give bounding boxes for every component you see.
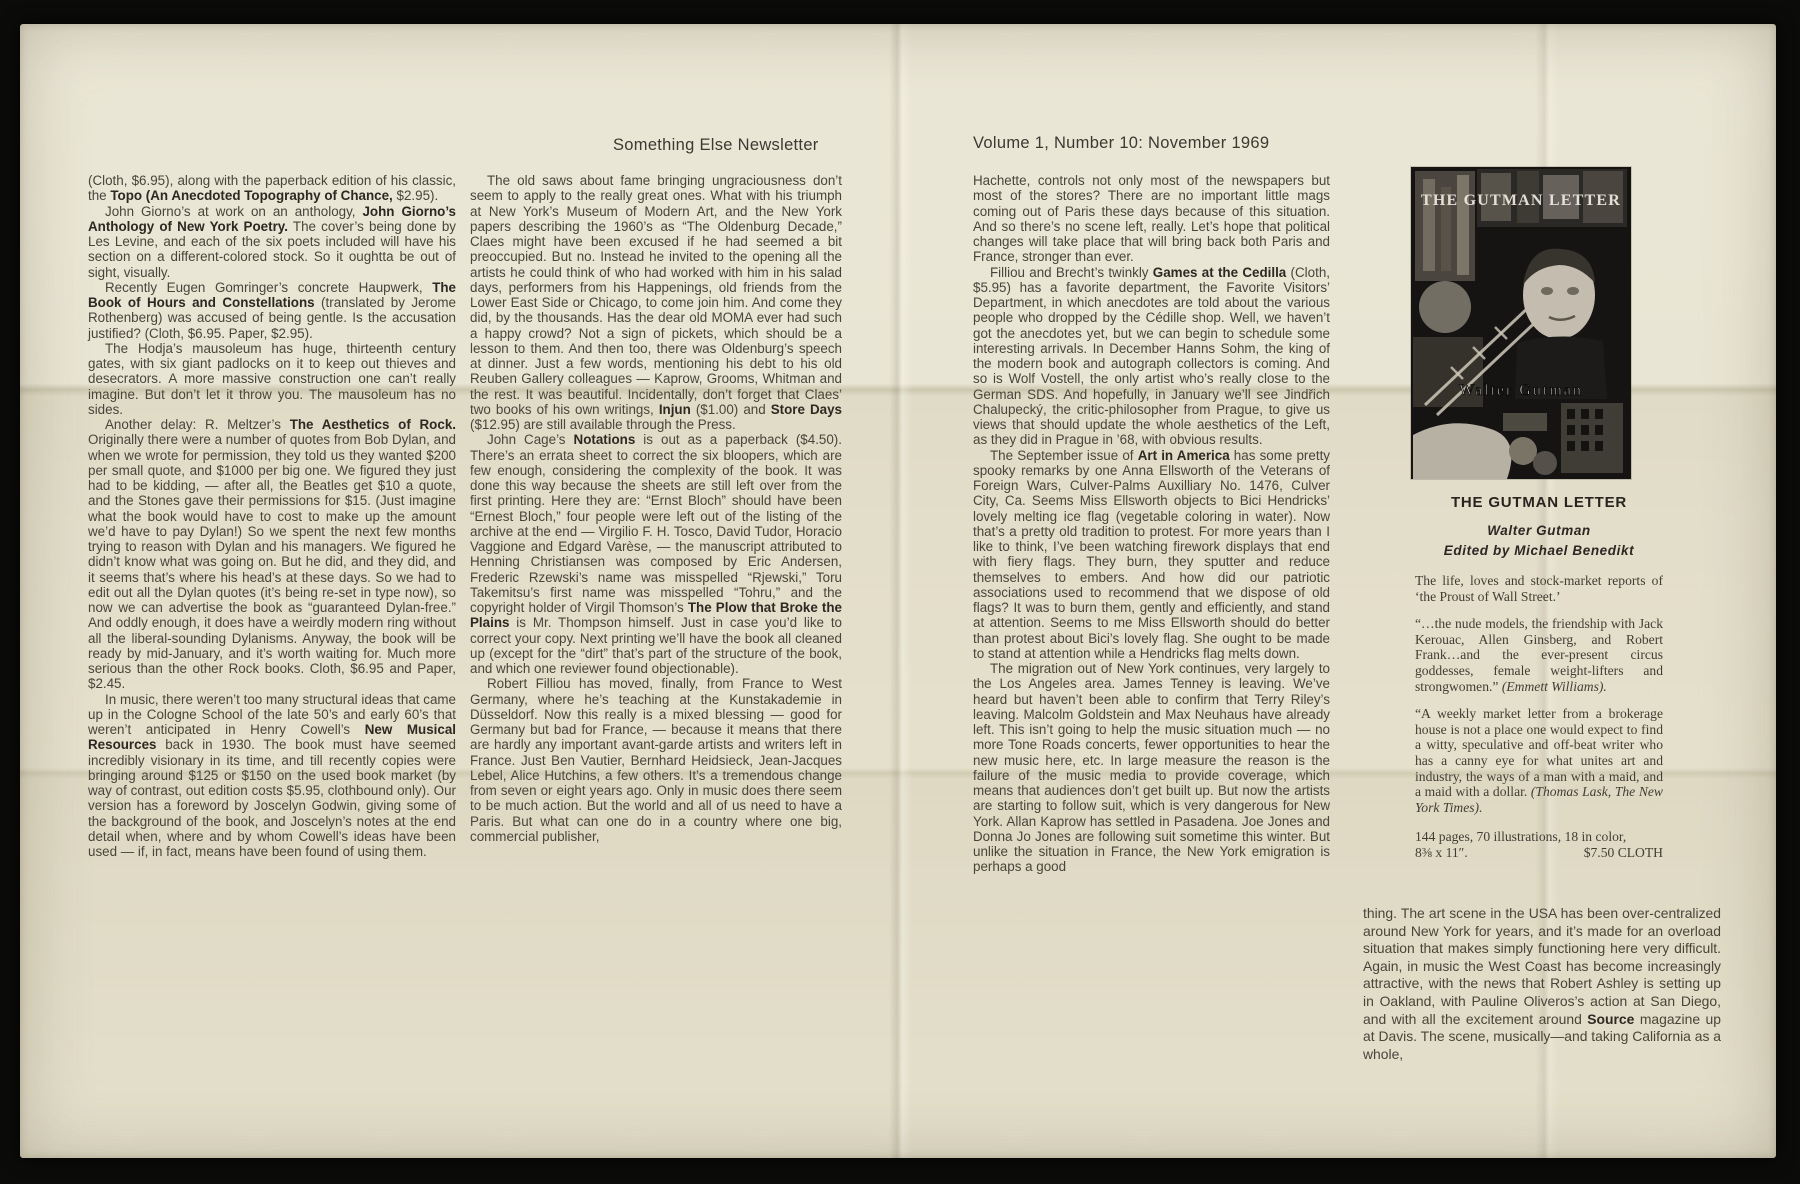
paragraph: The September issue of Art in America has some pretty spooky remarks by one Anna Ellsworth of the Veterans of Foreign Wars, Culver-Palms Auxilliary No. 1476, Culver City, Ca. Seems Miss Ellsworth objects to Bici Hendricks’ lovely melting ice flag (vegetable coloring in water). Now that’s a pretty old tradition to protest. For more years than I like to think, I’ve been watching firework displays that end with fiery flags. They burn, they sputter and reduce themselves to embers. And how did our patriotic associations used to recommend that we dispose of old flags? It was to burn them, gently and efficiently, and stand at attention. Seems to me Miss Ellsworth should do better than protest about Bici’s lovely flag. She ought to be made to stand at attention while a Hendricks flag melts down. (973, 447, 1330, 661)
paragraph: Filliou and Brecht’s twinkly Games at the Cedilla (Cloth, $5.95) has a favorite department, the Favorite Visitors’ Department, in which anecdotes are told about the various people who dropped by the Cédille shop. Well, we haven’t got the anecdotes yet, but we can begin to schedule some interesting arrivals. In December Hanns Sohm, the king of the modern book and autograph collectors is coming. And so is Wolf Vostell, the only artist who’s really close to the German SDS. And hopefully, in January we’ll see Jindřich Chalupecký, the critic-philosopher from Prague, to give us views that should update the whole aesthetics of the Left, as they did in Prague in ’68, with obvious results. (973, 264, 1330, 448)
book-quote-lask: “A weekly market letter from a brokerage house is not a place one would expect to find a witty, speculative and off-beat writer who has a canny eye for what unites art and industry, the ways of a man with a maid, and a maid with a dollar. (Thomas Lask, The New York Times). (1415, 706, 1664, 815)
paragraph: The migration out of New York continues, very largely to the Los Angeles area. James Tenney is leaving. We’ve heard but haven’t been able to confirm that Terry Riley’s leaving. Malcolm Goldstein and Max Neuhaus have already left. This isn’t going to help the music situation much — no more Tone Roads concerts, fewer opportunities to hear the new music here, etc. In large measure the reason is the failure of the music media to provide coverage, which means that audiences don’t get built up. But now the artists are starting to follow suit, which is very dangerous for New York. Allan Kaprow has settled in Pasadena. Joe Jones and Donna Jo Jones are following suit sometime this winter. But unlike the situation in France, the New York emigration is perhaps a good (973, 661, 1330, 875)
book-title-caption: THE GUTMAN LETTER (1450, 494, 1628, 511)
paragraph: Robert Filliou has moved, finally, from France to West Germany, where he’s teaching at the Kunstakademie in Düsseldorf. Now this really is a mixed blessing — good for Germany but bad for France, — because it means that there are hardly any important avant-garde artists and writers left in France. Just Ben Vautier, Bernhard Heidsieck, Jean-Jacques Lebel, Alice Hutchins, a few others. It’s a tremendous change from seven or eight years ago. Only in music does there seem to be much action. But the world and all of us need to have a Paris. But what can one do in a country where one big, commercial publisher, (470, 676, 842, 844)
newsletter-paper (20, 24, 1776, 1158)
paragraph: The old saws about fame bringing ungraciousness don’t seem to apply to the really great ones. What with his triumph at New York’s Museum of Modern Art, and the New York papers describing the 1960’s as “The Oldenburg Decade,” Claes might have been excused if he had seemed a bit preoccupied. But no. Instead he invited to the opening all the artists he could think of who had worked with him in his salad days, performers from his Happenings, old friends from the Lower East Side or Chicago, to come join him. And come they did, by the thousands. Has the dear old MOMA ever had such a happy crowd? Not a sign of pickets, which should be a lesson to them. And then too, there was Oldenburg’s speech at dinner. Just a few words, mentioning his debt to his old Reuben Gallery colleagues — Kaprow, Grooms, Whitman and the rest. It was beautiful. Incidentally, don’t forget that Claes’ two books of his own writings, Injun ($1.00) and Store Days ($12.95) are still available through the Press. (470, 173, 842, 432)
book-quote-williams: “…the nude models, the friendship with Jack Kerouac, Allen Ginsberg, and Robert Frank…and the ever-present circus goddesses, female weight-lifters and strongwomen.” (Emmett Williams). (1415, 616, 1663, 694)
newsletter-title: Something Else Newsletter (613, 136, 819, 154)
text-column-4-continuation (1363, 905, 1721, 1063)
specs-size: 8⅜ x 11″. (1415, 845, 1468, 861)
paragraph: thing. The art scene in the USA has been over-centralized around New York for years, and it’s made for an overload situation that makes simply functioning here very difficult. Again, in music the West Coast has become increasingly attractive, with the news that Robert Ashley is setting up in Oakland, with Pauline Oliveros’s action at San Diego, and with all the excitement around Source magazine up at Davis. The scene, musically—and taking California as a whole, (1363, 905, 1721, 1062)
paragraph: John Cage’s Notations is out as a paperback ($4.50). There’s an errata sheet to correct the six bloopers, which are few enough, considering the complexity of the book. It was done this way because the sheets are still left over from the first printing. Here they are: “Ernst Bloch” should have been “Ernest Bloch,” four people were left out of the listing of the archive at the end — Virgilio F. H. Tosco, David Tudor, Horacio Vaggione and Edgard Varèse, — the manuscript attributed to Henning Christiansen was composed by Eric Andersen, Frederic Rzewski’s name was misspelled “Rjewski,” Toru Takemitsu’s first name was misspelled “Tohru,” and the copyright holder of Virgil Thomson’s The Plow that Broke the Plains is Mr. Thompson himself. Just in case you’d like to correct your copy. Next printing we’ll have the book all cleaned up (except for the “dirt” that’s part of the structure of the book, and which one reviewer found objectionable). (470, 432, 842, 676)
collage-author-text: Walter Gutman (1459, 382, 1583, 399)
book-editor: Edited by Michael Benedikt (1443, 543, 1635, 558)
book-specs (1415, 829, 1663, 861)
paragraph: (Cloth, $6.95), along with the paperback edition of his classic, the Topo (An Anecdoted Topography of Chance, $2.95). (88, 173, 456, 204)
gutman-book-cover-collage-image (1411, 167, 1631, 479)
paragraph: Another delay: R. Meltzer’s The Aesthetics of Rock. Originally there were a number of quotes from Bob Dylan, and when we wrote for permission, they told us they wanted $200 per small quote, and $1000 per big one. We figured they just had to be kidding, — after all, the Beatles get $10 a quote, and the Stones gave their permissions for $15. (Just imagine what the book would have to cost to make up the amount we’d have to pay Dylan!) So we spent the next few months trying to reason with Dylan and his managers. We figured he didn’t know what was going on. But he did, and they did, and it seems that’s where his head’s at these days. So we had to edit out all the Dylan quotes (it’s being re-set in type now), so now we can advertise the book as “guaranteed Dylan-free.” And oddly enough, it does have a weirdly modern ring without all the liberal-sounding Dylanisms. Anyway, the book will be ready by mid-January, and it’s worth waiting for. Much more serious than the other Rock books. Cloth, $6.95 and Paper, $2.45. (88, 417, 456, 692)
text-column-1 (88, 173, 456, 859)
paragraph: In music, there weren’t too many structural ideas that came up in the Cologne School of the late 50’s and early 60’s that weren’t anticipated in Henry Cowell’s New Musical Resources back in 1930. The book must have seemed incredibly visionary in its time, and till recently copies were bringing around $125 or $150 on the used book market (by way of contrast, out edition costs $5.95, clothbound only). Our version has a foreword by Joscelyn Godwin, giving some of the background of the book, and Joscelyn’s notes at the end detail when, where and by whom Cowell’s ideas have been used — if, in fact, means have been found of using them. (88, 691, 456, 859)
paragraph: John Giorno’s at work on an anthology, John Giorno’s Anthology of New York Poetry. The cover’s being done by Les Levine, and each of the six poets included will have his section on a different-colored stock. So it oughtta be out of sight, visually. (88, 203, 456, 280)
paragraph: The Hodja’s mausoleum has huge, thirteenth century gates, with six giant padlocks on it to keep out thieves and desecrators. A more massive construction one can’t really imagine. But don’t let it throw you. The mausoleum has no sides. (88, 340, 456, 417)
paragraph: Recently Eugen Gomringer’s concrete Haupwerk, The Book of Hours and Constellations (translated by Jerome Rothenberg) was accused of being gentle. Is the accusation justified? (Cloth, $6.95. Paper, $2.95). (88, 279, 456, 341)
specs-line1: 144 pages, 70 illustrations, 18 in color, (1415, 829, 1627, 845)
collage-title-text: THE GUTMAN LETTER (1421, 192, 1621, 209)
paragraph: Hachette, controls not only most of the newspapers but most of the stores? There are no important little mags coming out of Paris these days because of this situation. And so there’s no scene left, really. Let’s hope that political changes will take place that will bring back both Paris and France, stronger than ever. (973, 173, 1330, 265)
book-intro: The life, loves and stock-market reports of ‘the Proust of Wall Street.’ (1415, 573, 1663, 604)
issue-title: Volume 1, Number 10: November 1969 (973, 134, 1270, 152)
specs-price: $7.50 CLOTH (1583, 845, 1663, 861)
gutman-letter-blurb (1415, 494, 1663, 861)
book-author: Walter Gutman (1487, 523, 1591, 538)
text-column-3 (973, 173, 1330, 875)
text-column-2 (470, 173, 842, 844)
